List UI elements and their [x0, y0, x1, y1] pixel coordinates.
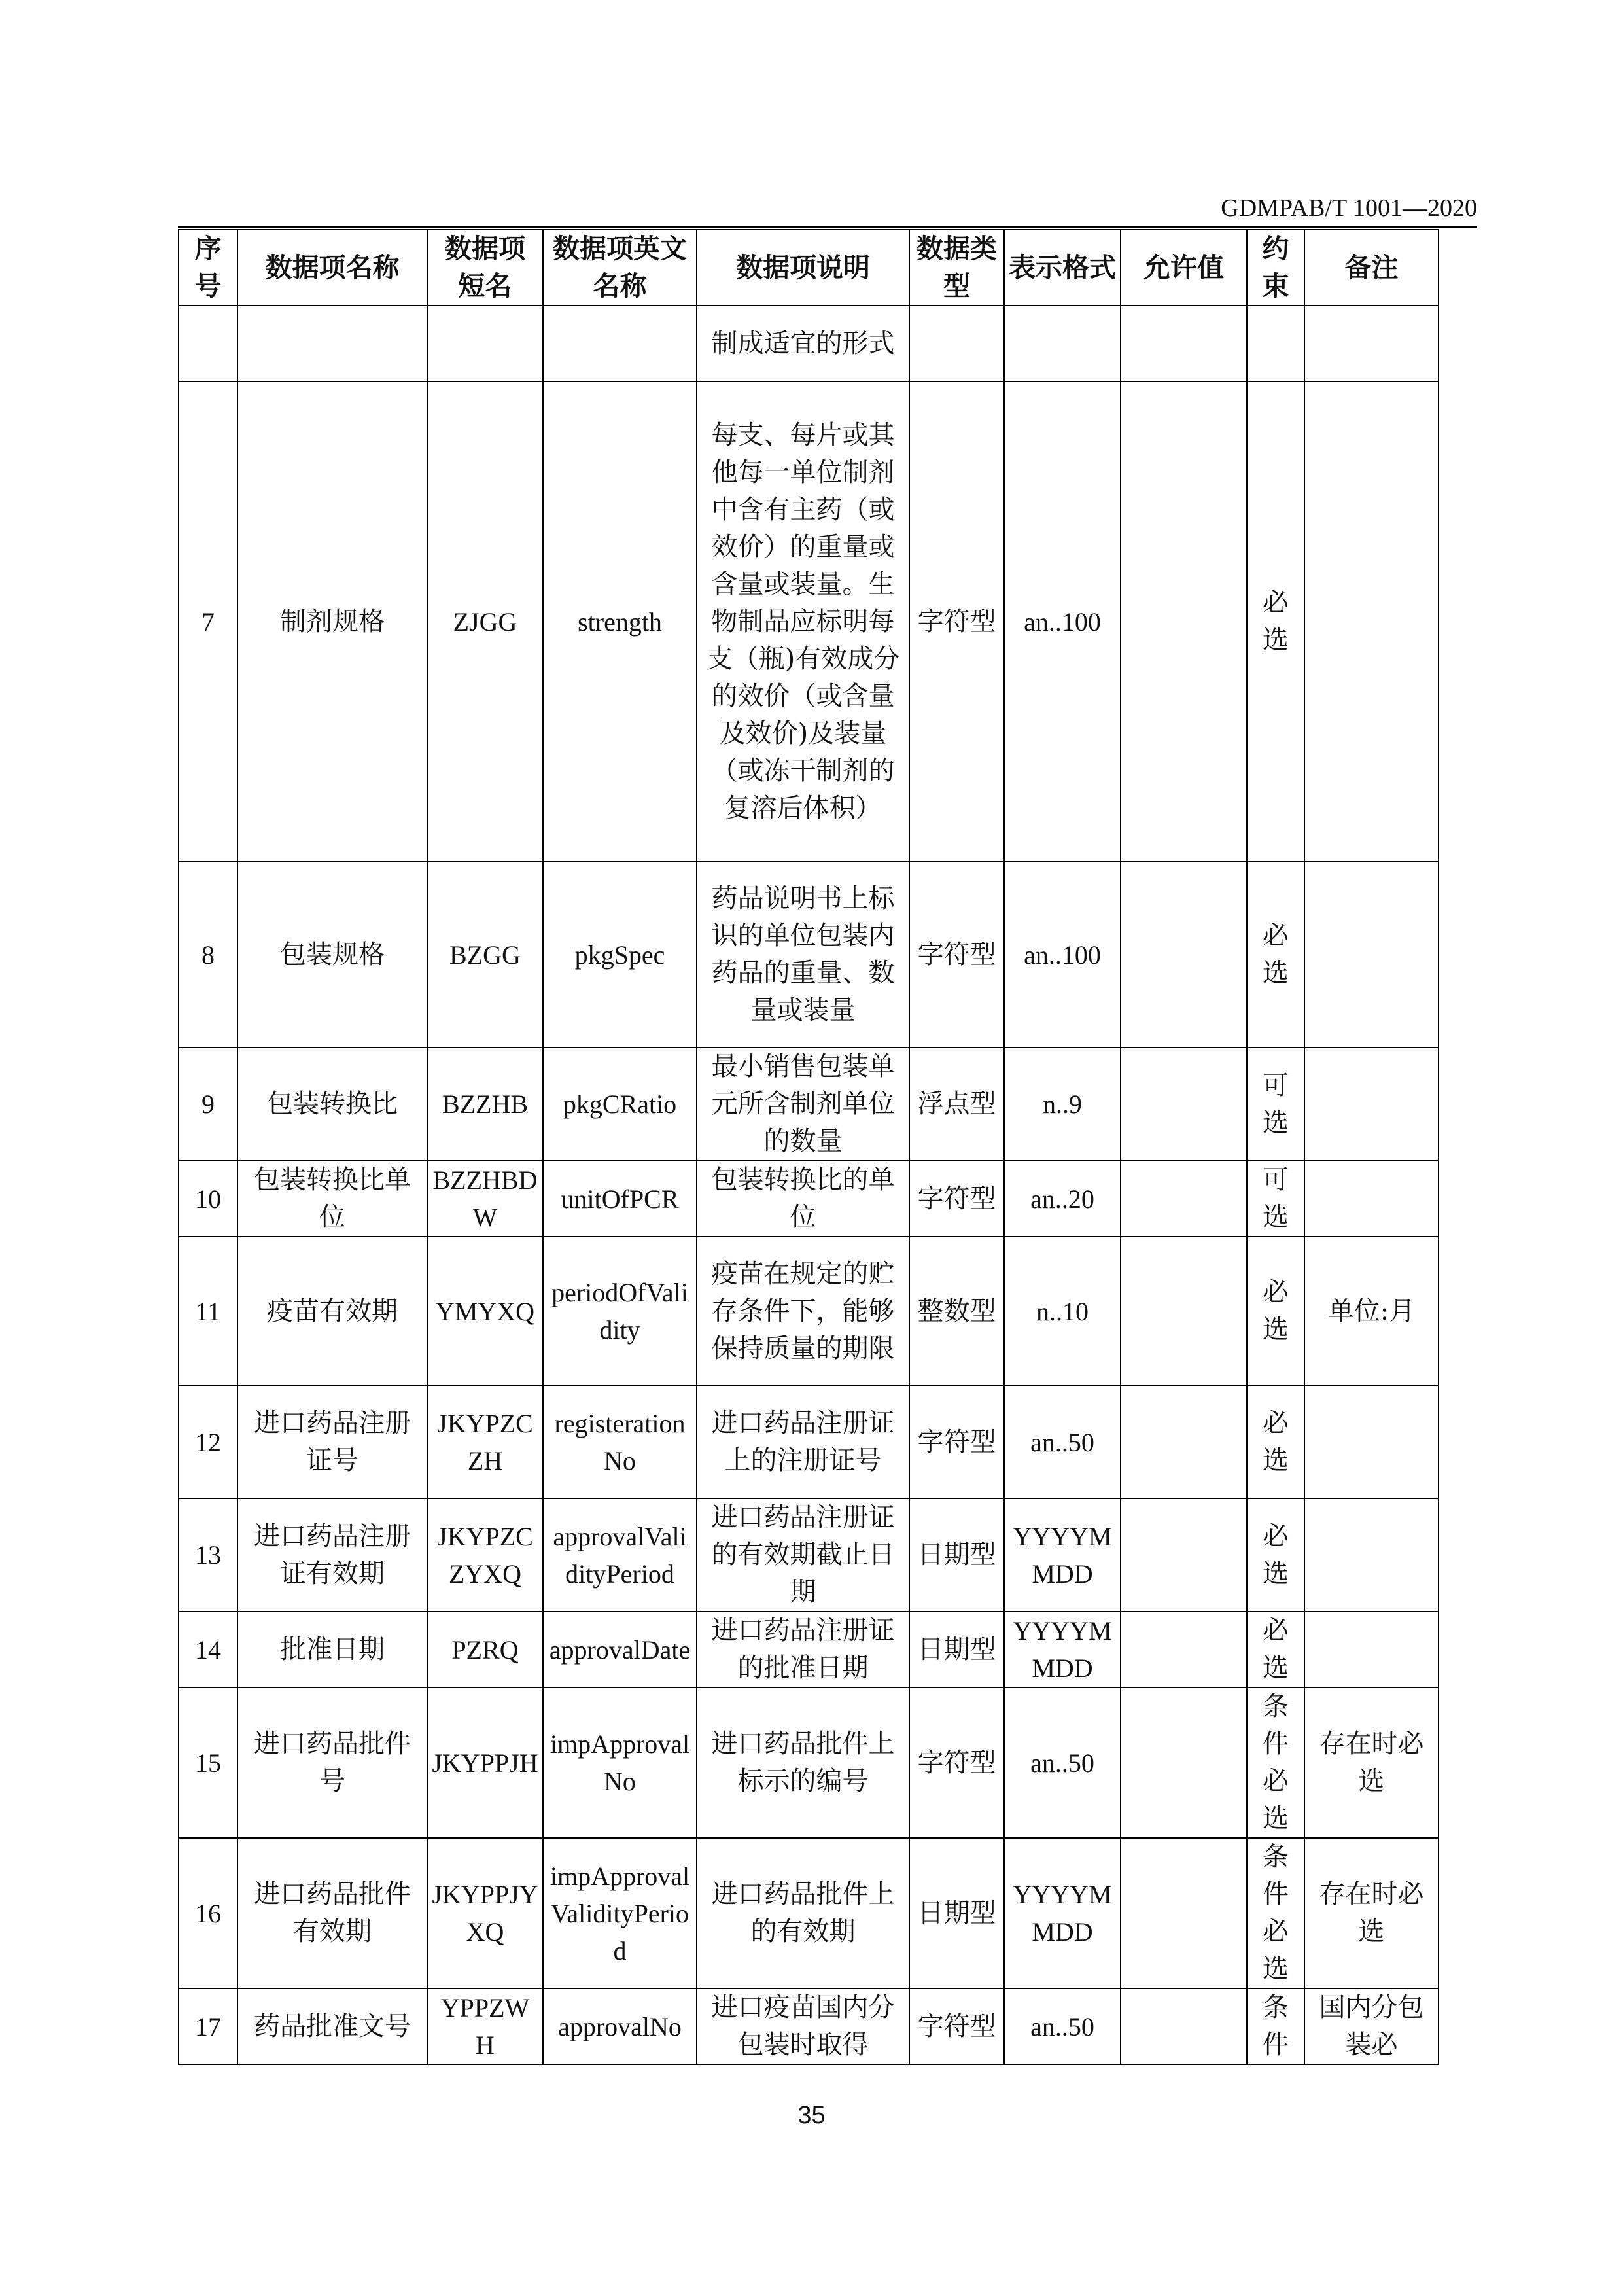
cell-data-type: 字符型 [909, 1988, 1004, 2064]
cell-format: an..100 [1004, 381, 1121, 862]
cell-remark [1304, 862, 1439, 1048]
cell-english-name: approvalValidityPeriod [543, 1498, 697, 1612]
cell-no: 17 [179, 1988, 237, 2064]
cell-no: 14 [179, 1612, 237, 1687]
table-row [179, 381, 1439, 862]
cell-data-type: 字符型 [909, 1687, 1004, 1838]
cell-no: 11 [179, 1237, 237, 1386]
header-rule [178, 226, 1477, 228]
cell-format: n..10 [1004, 1237, 1121, 1386]
cell-no: 16 [179, 1838, 237, 1988]
cell-no: 15 [179, 1687, 237, 1838]
cell-constraint: 条件必选 [1247, 1838, 1304, 1988]
cell-short-name: BZGG [427, 862, 543, 1048]
cell-constraint: 必选 [1247, 862, 1304, 1048]
cell-format: YYYYMMDD [1004, 1612, 1121, 1687]
cell-remark [1304, 1386, 1439, 1498]
cell-remark: 存在时必选 [1304, 1838, 1439, 1988]
cell-format: an..20 [1004, 1161, 1121, 1237]
table-row [179, 1988, 1439, 2064]
table-row [179, 1237, 1439, 1386]
cell-data-type: 日期型 [909, 1838, 1004, 1988]
cell-data-type [909, 306, 1004, 381]
cell-allowed-values [1121, 1048, 1247, 1161]
cell-description: 包装转换比的单位 [697, 1161, 909, 1237]
cell-name: 制剂规格 [237, 381, 427, 862]
col-header-description: 数据项说明 [697, 230, 909, 306]
cell-description: 进口疫苗国内分包装时取得 [697, 1988, 909, 2064]
cell-data-type: 字符型 [909, 381, 1004, 862]
cell-constraint: 必选 [1247, 1498, 1304, 1612]
cell-no: 8 [179, 862, 237, 1048]
cell-english-name: strength [543, 381, 697, 862]
cell-data-type: 日期型 [909, 1498, 1004, 1612]
cell-name: 包装转换比单位 [237, 1161, 427, 1237]
cell-format: an..50 [1004, 1988, 1121, 2064]
cell-remark: 单位:月 [1304, 1237, 1439, 1386]
cell-constraint: 必选 [1247, 381, 1304, 862]
cell-allowed-values [1121, 381, 1247, 862]
cell-allowed-values [1121, 1612, 1247, 1687]
cell-format: an..100 [1004, 862, 1121, 1048]
cell-format: an..50 [1004, 1687, 1121, 1838]
cell-english-name: approvalNo [543, 1988, 697, 2064]
table-row [179, 1386, 1439, 1498]
cell-remark [1304, 1161, 1439, 1237]
cell-name: 包装规格 [237, 862, 427, 1048]
cell-description: 每支、每片或其他每一单位制剂中含有主药（或效价）的重量或含量或装量。生物制品应标明每支（瓶)有效成分的效价（或含量及效价)及装量（或冻干制剂的复溶后体积） [697, 381, 909, 862]
cell-short-name: JKYPZCZYXQ [427, 1498, 543, 1612]
cell-data-type: 整数型 [909, 1237, 1004, 1386]
cell-allowed-values [1121, 1988, 1247, 2064]
col-header-constraint: 约束 [1247, 230, 1304, 306]
cell-description: 进口药品注册证上的注册证号 [697, 1386, 909, 1498]
col-header-allowed-values: 允许值 [1121, 230, 1247, 306]
cell-constraint: 必选 [1247, 1612, 1304, 1687]
table-row [179, 1838, 1439, 1988]
cell-format: YYYYMMDD [1004, 1498, 1121, 1612]
cell-data-type: 字符型 [909, 1386, 1004, 1498]
cell-english-name: registerationNo [543, 1386, 697, 1498]
cell-short-name: YMYXQ [427, 1237, 543, 1386]
table-row [179, 1612, 1439, 1687]
page-number: 35 [797, 2102, 826, 2129]
cell-description: 最小销售包装单元所含制剂单位的数量 [697, 1048, 909, 1161]
cell-short-name: PZRQ [427, 1612, 543, 1687]
cell-no [179, 306, 237, 381]
cell-short-name: JKYPZCZH [427, 1386, 543, 1498]
cell-constraint: 可选 [1247, 1161, 1304, 1237]
cell-format [1004, 306, 1121, 381]
cell-remark [1304, 1612, 1439, 1687]
table-row [179, 1048, 1439, 1161]
cell-no: 7 [179, 381, 237, 862]
cell-no: 10 [179, 1161, 237, 1237]
col-header-short-name: 数据项短名 [427, 230, 543, 306]
col-header-name: 数据项名称 [237, 230, 427, 306]
cell-remark [1304, 306, 1439, 381]
cell-data-type: 字符型 [909, 1161, 1004, 1237]
cell-data-type: 字符型 [909, 862, 1004, 1048]
cell-allowed-values [1121, 306, 1247, 381]
cell-allowed-values [1121, 862, 1247, 1048]
cell-constraint: 必选 [1247, 1237, 1304, 1386]
table-row [179, 862, 1439, 1048]
col-header-remark: 备注 [1304, 230, 1439, 306]
document-id: GDMPAB/T 1001—2020 [1221, 194, 1477, 222]
cell-name: 批准日期 [237, 1612, 427, 1687]
cell-english-name: pkgCRatio [543, 1048, 697, 1161]
cell-english-name: impApprovalNo [543, 1687, 697, 1838]
cell-english-name: unitOfPCR [543, 1161, 697, 1237]
cell-description: 进口药品注册证的有效期截止日期 [697, 1498, 909, 1612]
cell-format: n..9 [1004, 1048, 1121, 1161]
cell-english-name: periodOfValidity [543, 1237, 697, 1386]
cell-data-type: 浮点型 [909, 1048, 1004, 1161]
cell-remark [1304, 1048, 1439, 1161]
cell-constraint: 条件 [1247, 1988, 1304, 2064]
cell-description: 进口药品注册证的批准日期 [697, 1612, 909, 1687]
cell-data-type: 日期型 [909, 1612, 1004, 1687]
table-row [179, 1687, 1439, 1838]
cell-no: 12 [179, 1386, 237, 1498]
table-row [179, 1498, 1439, 1612]
cell-short-name: BZZHBDW [427, 1161, 543, 1237]
cell-allowed-values [1121, 1498, 1247, 1612]
cell-allowed-values [1121, 1386, 1247, 1498]
cell-allowed-values [1121, 1687, 1247, 1838]
col-header-format: 表示格式 [1004, 230, 1121, 306]
cell-no: 13 [179, 1498, 237, 1612]
cell-english-name: impApprovalValidityPeriod [543, 1838, 697, 1988]
cell-no: 9 [179, 1048, 237, 1161]
cell-english-name: pkgSpec [543, 862, 697, 1048]
cell-name: 疫苗有效期 [237, 1237, 427, 1386]
col-header-english-name: 数据项英文名称 [543, 230, 697, 306]
cell-english-name [543, 306, 697, 381]
cell-name: 药品批准文号 [237, 1988, 427, 2064]
cell-remark: 存在时必选 [1304, 1687, 1439, 1838]
data-items-table [178, 229, 1439, 2065]
cell-remark: 国内分包装必 [1304, 1988, 1439, 2064]
table-body [179, 306, 1439, 2064]
cell-constraint: 必选 [1247, 1386, 1304, 1498]
cell-english-name: approvalDate [543, 1612, 697, 1687]
table-row [179, 306, 1439, 381]
cell-name: 包装转换比 [237, 1048, 427, 1161]
cell-description: 药品说明书上标识的单位包装内药品的重量、数量或装量 [697, 862, 909, 1048]
cell-description: 制成适宜的形式 [697, 306, 909, 381]
cell-constraint: 条件必选 [1247, 1687, 1304, 1838]
cell-remark [1304, 1498, 1439, 1612]
cell-name: 进口药品批件有效期 [237, 1838, 427, 1988]
cell-short-name: YPPZWH [427, 1988, 543, 2064]
cell-description: 疫苗在规定的贮存条件下，能够保持质量的期限 [697, 1237, 909, 1386]
cell-name: 进口药品批件号 [237, 1687, 427, 1838]
cell-allowed-values [1121, 1237, 1247, 1386]
table-header-row [179, 230, 1439, 306]
cell-allowed-values [1121, 1161, 1247, 1237]
col-header-no: 序号 [179, 230, 237, 306]
cell-description: 进口药品批件上的有效期 [697, 1838, 909, 1988]
cell-constraint [1247, 306, 1304, 381]
cell-short-name: JKYPPJH [427, 1687, 543, 1838]
cell-short-name [427, 306, 543, 381]
cell-name: 进口药品注册证有效期 [237, 1498, 427, 1612]
table-row [179, 1161, 1439, 1237]
cell-short-name: JKYPPJYXQ [427, 1838, 543, 1988]
cell-constraint: 可选 [1247, 1048, 1304, 1161]
cell-format: YYYYMMDD [1004, 1838, 1121, 1988]
cell-description: 进口药品批件上标示的编号 [697, 1687, 909, 1838]
cell-allowed-values [1121, 1838, 1247, 1988]
cell-remark [1304, 381, 1439, 862]
col-header-data-type: 数据类型 [909, 230, 1004, 306]
cell-name: 进口药品注册证号 [237, 1386, 427, 1498]
cell-short-name: BZZHB [427, 1048, 543, 1161]
cell-name [237, 306, 427, 381]
cell-format: an..50 [1004, 1386, 1121, 1498]
cell-short-name: ZJGG [427, 381, 543, 862]
